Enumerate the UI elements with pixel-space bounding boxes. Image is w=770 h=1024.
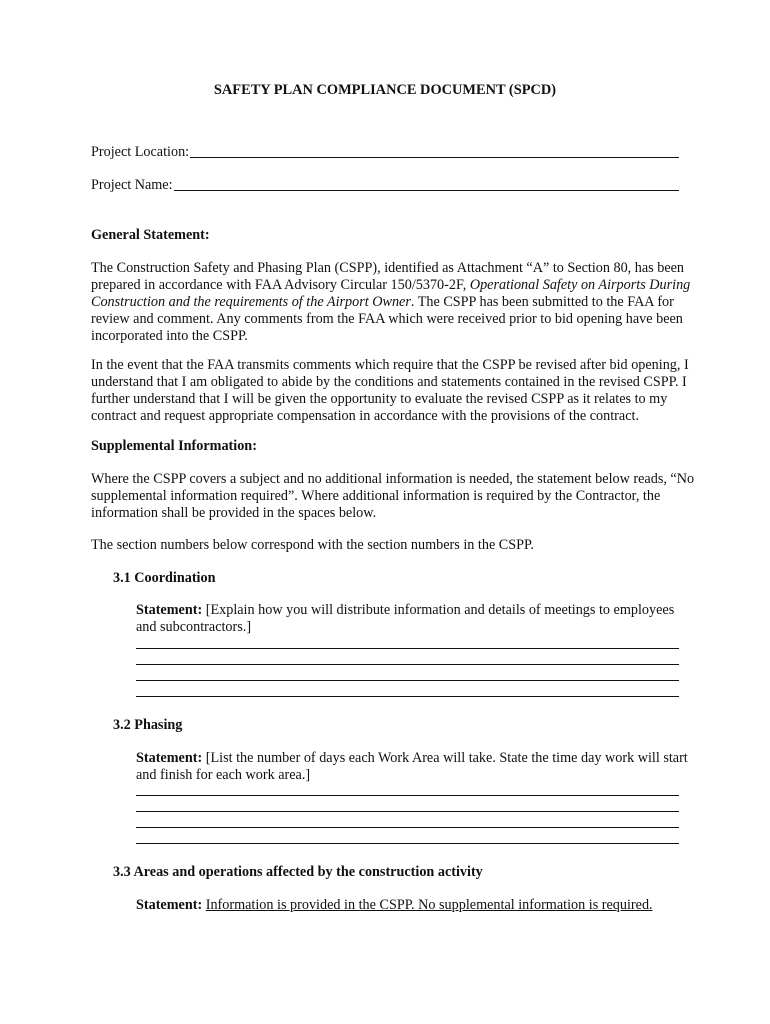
- section-3-1-answer-line-4[interactable]: [136, 696, 679, 697]
- statement-text: [List the number of days each Work Area will take. State the time day work will start: [202, 750, 688, 766]
- section-3-2-heading: 3.2 Phasing: [113, 717, 183, 733]
- project-name-field[interactable]: [174, 190, 679, 191]
- project-location-label: Project Location:: [91, 144, 190, 160]
- text-line: information shall be provided in the spaces below.: [91, 505, 377, 521]
- statement-text: [Explain how you will distribute information and details of meetings to employees: [202, 602, 675, 618]
- text-line: further understand that I will be given the opportunity to evaluate the revised CSPP as it relates to my: [91, 391, 668, 407]
- general-statement-heading: General Statement:: [91, 227, 210, 243]
- statement-label: Statement:: [136, 602, 203, 618]
- section-3-1-answer-line-2[interactable]: [136, 664, 679, 665]
- statement-label: Statement:: [136, 750, 203, 766]
- text-line: contract and request appropriate compensation in accordance with the provisions of the contract.: [91, 408, 639, 424]
- text-line: review and comment. Any comments from the FAA which were received prior to bid opening have been: [91, 311, 683, 327]
- statement-text: and subcontractors.]: [136, 619, 252, 635]
- supplemental-paragraph-1: [91, 471, 695, 522]
- statement-text: Information is provided in the CSPP. No supplemental information is required.: [205, 897, 653, 913]
- text-line: supplemental information required”. Where additional information is required by the Contractor, the: [91, 488, 661, 504]
- supplemental-paragraph-2: [91, 537, 691, 554]
- general-statement-paragraph-1: [91, 260, 691, 345]
- section-3-2-answer-line-2[interactable]: [136, 811, 679, 812]
- text-line: understand that I am obligated to abide by the conditions and statements contained in the revised CSPP. I: [91, 374, 687, 390]
- section-3-2-answer-line-1[interactable]: [136, 795, 679, 796]
- text-line: incorporated into the CSPP.: [91, 328, 248, 344]
- text-line: In the event that the FAA transmits comments which require that the CSPP be revised after bid opening, I: [91, 357, 689, 373]
- text-line: Construction and the requirements of the Airport Owner. The CSPP has been submitted to the FAA for: [91, 294, 674, 310]
- general-statement-paragraph-2: [91, 357, 691, 425]
- section-3-1-statement: [136, 602, 696, 636]
- section-3-2-answer-line-3[interactable]: [136, 827, 679, 828]
- statement-text: and finish for each work area.]: [136, 767, 311, 783]
- section-3-3-heading: 3.3 Areas and operations affected by the construction activity: [113, 864, 483, 880]
- section-3-2-statement: [136, 750, 696, 784]
- document-title: SAFETY PLAN COMPLIANCE DOCUMENT (SPCD): [213, 82, 557, 98]
- text-line: prepared in accordance with FAA Advisory Circular 150/5370-2F, Operational Safety on Airports During: [91, 277, 691, 293]
- project-name-label: Project Name:: [91, 177, 173, 193]
- text-line: Where the CSPP covers a subject and no additional information is needed, the statement below reads, “No: [91, 471, 695, 487]
- section-3-1-heading: 3.1 Coordination: [113, 570, 216, 586]
- section-3-1-answer-line-1[interactable]: [136, 648, 679, 649]
- section-3-3-statement: [136, 897, 696, 914]
- section-3-1-answer-line-3[interactable]: [136, 680, 679, 681]
- text-line: The section numbers below correspond with the section numbers in the CSPP.: [91, 537, 534, 553]
- text-line: The Construction Safety and Phasing Plan (CSPP), identified as Attachment “A” to Section 80, has been: [91, 260, 685, 276]
- statement-label: Statement:: [136, 897, 203, 913]
- project-location-field[interactable]: [190, 157, 679, 158]
- supplemental-information-heading: Supplemental Information:: [91, 438, 257, 454]
- section-3-2-answer-line-4[interactable]: [136, 843, 679, 844]
